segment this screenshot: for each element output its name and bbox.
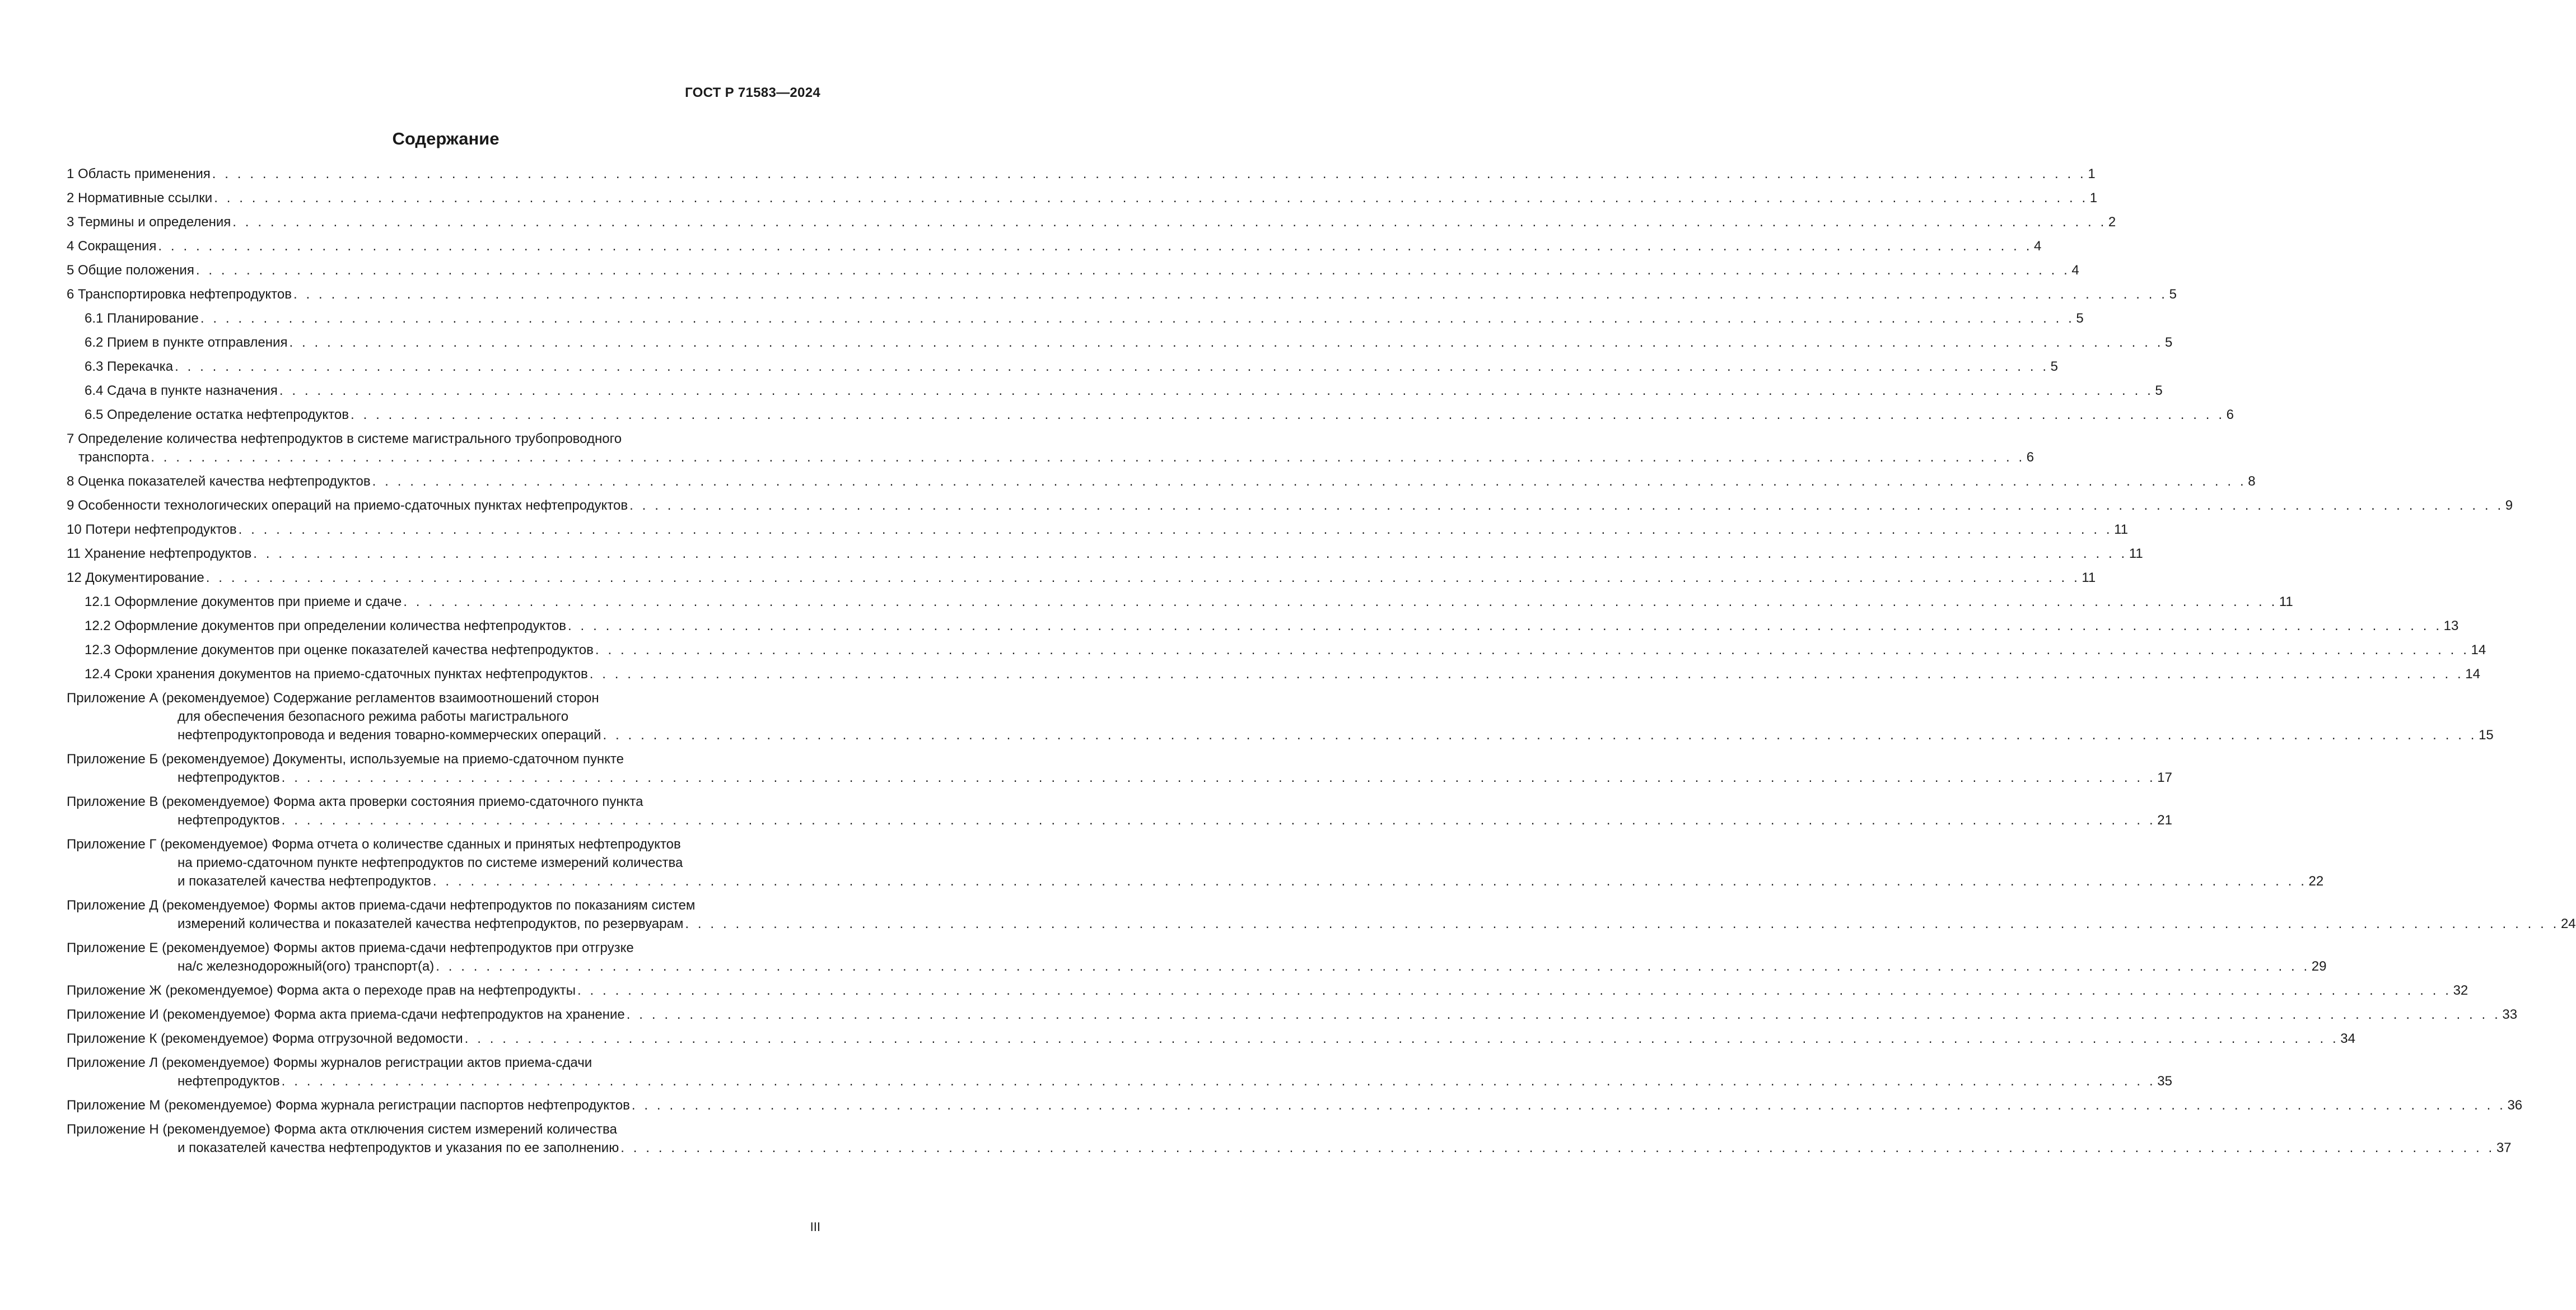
toc-entry[interactable]	[67, 261, 2079, 279]
toc-entry-line	[67, 835, 821, 854]
toc-entry-text: 12 Документирование	[67, 570, 204, 585]
toc-entry-page: 36	[2507, 1098, 2523, 1113]
toc-entry-line	[67, 617, 2459, 635]
toc-entry[interactable]	[67, 750, 2172, 787]
toc-entry[interactable]	[67, 496, 2513, 515]
toc-entry[interactable]	[67, 835, 2324, 891]
dot-leader: . . . . . . . . . . . . . . . . . . . . . . . . . . . . . . . . . . . . . . . . . . . . . . . . . . . . . . . . . . . . . . . . . . . . . . . . . . . . . . . . . . . . . . . . . . . . . . . . . . . . . . . . . . . . . . . . . . . . . . . . . . . . . . . . . . . . . . . . . . . . . . . . . . . . .	[595, 642, 2470, 658]
toc-entry[interactable]	[67, 237, 2042, 255]
toc-entry-text: Приложение Г (рекомендуемое) Форма отчета о количестве сданных и принятых нефтепродуктов	[67, 837, 681, 852]
toc-entry[interactable]	[67, 896, 2576, 933]
toc-entry-page: 34	[2340, 1031, 2355, 1046]
toc-entry-page: 4	[2033, 239, 2042, 254]
toc-entry-text: 10 Потери нефтепродуктов	[67, 522, 237, 537]
toc-entry-page: 5	[2076, 311, 2084, 326]
toc-entry-line	[67, 981, 2468, 1000]
toc-entry-line	[67, 520, 2129, 539]
dot-leader: . . . . . . . . . . . . . . . . . . . . . . . . . . . . . . . . . . . . . . . . . . . . . . . . . . . . . . . . . . . . . . . . . . . . . . . . . . . . . . . . . . . . . . . . . . . . . . . . . . . . . . . . . . . . . . . . . . . . . . . . . . . . . . . . . . . . . . . . . . . . . . . . . . . . .	[206, 570, 2080, 585]
toc-entry-page: 33	[2502, 1007, 2518, 1022]
toc-entry-page: 1	[2088, 166, 2096, 181]
toc-entry-line	[67, 189, 2098, 207]
dot-leader: . . . . . . . . . . . . . . . . . . . . . . . . . . . . . . . . . . . . . . . . . . . . . . . . . . . . . . . . . . . . . . . . . . . . . . . . . . . . . . . . . . . . . . . . . . . . . . . . . . . . . . . . . . . . . . . . . . . . . . . . . . . . . . . . . . . . . . . . . . . . . . . . . . . . .	[158, 239, 2032, 254]
toc-entry-text: 12.3 Оформление документов при оценке показателей качества нефтепродуктов	[85, 642, 594, 658]
toc-entry-text: Приложение Б (рекомендуемое) Документы, используемые на приемо-сдаточном пункте	[67, 752, 624, 767]
toc-entry-text: 3 Термины и определения	[67, 215, 231, 230]
dot-leader: . . . . . . . . . . . . . . . . . . . . . . . . . . . . . . . . . . . . . . . . . . . . . . . . . . . . . . . . . . . . . . . . . . . . . . . . . . . . . . . . . . . . . . . . . . . . . . . . . . . . . . . . . . . . . . . . . . . . . . . . . . . . . . . . . . . . . . . . . . . . . . . . . . . . .	[432, 874, 2307, 889]
toc-entry[interactable]	[67, 405, 2234, 424]
dot-leader: . . . . . . . . . . . . . . . . . . . . . . . . . . . . . . . . . . . . . . . . . . . . . . . . . . . . . . . . . . . . . . . . . . . . . . . . . . . . . . . . . . . . . . . . . . . . . . . . . . . . . . . . . . . . . . . . . . . . . . . . . . . . . . . . . . . . . . . . . . . . . . . . . . . . .	[620, 1140, 2495, 1155]
dot-leader: . . . . . . . . . . . . . . . . . . . . . . . . . . . . . . . . . . . . . . . . . . . . . . . . . . . . . . . . . . . . . . . . . . . . . . . . . . . . . . . . . . . . . . . . . . . . . . . . . . . . . . . . . . . . . . . . . . . . . . . . . . . . . . . . . . . . . . . . . . . . . . . . . . . . .	[626, 1007, 2501, 1022]
toc-entry-text: 6 Транспортировка нефтепродуктов	[67, 287, 292, 302]
dot-leader: . . . . . . . . . . . . . . . . . . . . . . . . . . . . . . . . . . . . . . . . . . . . . . . . . . . . . . . . . . . . . . . . . . . . . . . . . . . . . . . . . . . . . . . . . . . . . . . . . . . . . . . . . . . . . . . . . . . . . . . . . . . . . . . . . . . . . . . . . . . . . . . . . . . . .	[281, 1074, 2156, 1089]
toc-entry-page: 15	[2479, 728, 2494, 743]
toc-entry-line	[67, 957, 2327, 976]
dot-leader: . . . . . . . . . . . . . . . . . . . . . . . . . . . . . . . . . . . . . . . . . . . . . . . . . . . . . . . . . . . . . . . . . . . . . . . . . . . . . . . . . . . . . . . . . . . . . . . . . . . . . . . . . . . . . . . . . . . . . . . . . . . . . . . . . . . . . . . . . . . . . . . . . . . . .	[589, 666, 2464, 682]
toc-entry-line	[67, 381, 2163, 400]
toc-entry-page: 9	[2505, 498, 2513, 513]
toc-entry-text: 2 Нормативные ссылки	[67, 190, 213, 206]
toc-entry-line	[67, 430, 821, 448]
toc-entry-line	[67, 165, 2096, 183]
toc-entry-page: 6	[2226, 407, 2234, 422]
toc-entry-page: 35	[2157, 1074, 2172, 1089]
toc-entry-line	[67, 707, 821, 726]
toc-entry-line	[67, 496, 2513, 515]
toc-entry-line	[67, 1053, 821, 1072]
toc-entry-text: 12.2 Оформление документов при определении количества нефтепродуктов	[85, 618, 567, 633]
toc-entry-text: 7 Определение количества нефтепродуктов в системе магистрального трубопроводного	[67, 431, 622, 446]
toc-entry[interactable]	[67, 430, 2034, 467]
toc-entry[interactable]	[67, 472, 2256, 491]
toc-entry-line	[67, 1096, 2523, 1115]
page-number: III	[810, 1220, 820, 1234]
toc-entry-page: 5	[2050, 359, 2059, 374]
toc-entry-text: 8 Оценка показателей качества нефтепродуктов	[67, 474, 371, 489]
dot-leader: . . . . . . . . . . . . . . . . . . . . . . . . . . . . . . . . . . . . . . . . . . . . . . . . . . . . . . . . . . . . . . . . . . . . . . . . . . . . . . . . . . . . . . . . . . . . . . . . . . . . . . . . . . . . . . . . . . . . . . . . . . . . . . . . . . . . . . . . . . . . . . . . . . . . .	[403, 594, 2278, 609]
toc-entry-line	[67, 333, 2173, 352]
dot-leader: . . . . . . . . . . . . . . . . . . . . . . . . . . . . . . . . . . . . . . . . . . . . . . . . . . . . . . . . . . . . . . . . . . . . . . . . . . . . . . . . . . . . . . . . . . . . . . . . . . . . . . . . . . . . . . . . . . . . . . . . . . . . . . . . . . . . . . . . . . . . . . . . . . . . .	[232, 215, 2107, 230]
dot-leader: . . . . . . . . . . . . . . . . . . . . . . . . . . . . . . . . . . . . . . . . . . . . . . . . . . . . . . . . . . . . . . . . . . . . . . . . . . . . . . . . . . . . . . . . . . . . . . . . . . . . . . . . . . . . . . . . . . . . . . . . . . . . . . . . . . . . . . . . . . . . . . . . . . . . .	[464, 1031, 2339, 1046]
toc-entry-line	[67, 593, 2293, 611]
table-of-contents	[67, 165, 2576, 1163]
toc-entry-line	[67, 641, 2486, 659]
toc-entry-line	[67, 768, 2172, 787]
toc-entry-page: 5	[2155, 383, 2163, 398]
toc-entry-line	[67, 854, 821, 872]
toc-entry-line	[67, 689, 821, 707]
toc-entry-text: нефтепродуктопровода и ведения товарно-коммерческих операций	[178, 728, 601, 743]
dot-leader: . . . . . . . . . . . . . . . . . . . . . . . . . . . . . . . . . . . . . . . . . . . . . . . . . . . . . . . . . . . . . . . . . . . . . . . . . . . . . . . . . . . . . . . . . . . . . . . . . . . . . . . . . . . . . . . . . . . . . . . . . . . . . . . . . . . . . . . . . . . . . . . . . . . . .	[436, 959, 2310, 974]
toc-entry-line	[67, 544, 2143, 563]
toc-entry[interactable]	[67, 544, 2143, 563]
dot-leader: . . . . . . . . . . . . . . . . . . . . . . . . . . . . . . . . . . . . . . . . . . . . . . . . . . . . . . . . . . . . . . . . . . . . . . . . . . . . . . . . . . . . . . . . . . . . . . . . . . . . . . . . . . . . . . . . . . . . . . . . . . . . . . . . . . . . . . . . . . . . . . . . . . . . .	[629, 498, 2504, 513]
dot-leader: . . . . . . . . . . . . . . . . . . . . . . . . . . . . . . . . . . . . . . . . . . . . . . . . . . . . . . . . . . . . . . . . . . . . . . . . . . . . . . . . . . . . . . . . . . . . . . . . . . . . . . . . . . . . . . . . . . . . . . . . . . . . . . . . . . . . . . . . . . . . . . . . . . . . .	[195, 263, 2070, 278]
toc-entry-text: 6.5 Определение остатка нефтепродуктов	[85, 407, 349, 422]
toc-entry-line	[67, 939, 821, 957]
dot-leader: . . . . . . . . . . . . . . . . . . . . . . . . . . . . . . . . . . . . . . . . . . . . . . . . . . . . . . . . . . . . . . . . . . . . . . . . . . . . . . . . . . . . . . . . . . . . . . . . . . . . . . . . . . . . . . . . . . . . . . . . . . . . . . . . . . . . . . . . . . . . . . . . . . . . .	[577, 983, 2452, 998]
toc-entry[interactable]	[67, 333, 2173, 352]
toc-entry[interactable]	[67, 1029, 2355, 1048]
toc-entry-line	[67, 309, 2084, 328]
toc-entry-line	[67, 568, 2096, 587]
dot-leader: . . . . . . . . . . . . . . . . . . . . . . . . . . . . . . . . . . . . . . . . . . . . . . . . . . . . . . . . . . . . . . . . . . . . . . . . . . . . . . . . . . . . . . . . . . . . . . . . . . . . . . . . . . . . . . . . . . . . . . . . . . . . . . . . . . . . . . . . . . . . . . . . . . . . .	[253, 546, 2127, 561]
toc-entry-text: 12.4 Сроки хранения документов на приемо-сдаточных пунктах нефтепродуктов	[85, 666, 588, 682]
toc-entry-page: 22	[2308, 874, 2324, 889]
dot-leader: . . . . . . . . . . . . . . . . . . . . . . . . . . . . . . . . . . . . . . . . . . . . . . . . . . . . . . . . . . . . . . . . . . . . . . . . . . . . . . . . . . . . . . . . . . . . . . . . . . . . . . . . . . . . . . . . . . . . . . . . . . . . . . . . . . . . . . . . . . . . . . . . . . . . .	[685, 916, 2559, 931]
toc-entry[interactable]	[67, 1005, 2518, 1024]
toc-entry-text: Приложение Е (рекомендуемое) Формы актов приема-сдачи нефтепродуктов при отгрузке	[67, 940, 634, 955]
toc-entry[interactable]	[67, 309, 2084, 328]
toc-entry[interactable]	[67, 1096, 2523, 1115]
toc-entry-line	[67, 792, 821, 811]
page-title: Содержание	[392, 129, 500, 148]
toc-entry-page: 11	[2129, 546, 2143, 561]
toc-entry[interactable]	[67, 617, 2459, 635]
toc-entry-text: 6.1 Планирование	[85, 311, 199, 326]
toc-entry-page: 1	[2089, 190, 2098, 206]
toc-entry-text: 5 Общие положения	[67, 263, 194, 278]
toc-entry-page: 5	[2165, 335, 2173, 350]
dot-leader: . . . . . . . . . . . . . . . . . . . . . . . . . . . . . . . . . . . . . . . . . . . . . . . . . . . . . . . . . . . . . . . . . . . . . . . . . . . . . . . . . . . . . . . . . . . . . . . . . . . . . . . . . . . . . . . . . . . . . . . . . . . . . . . . . . . . . . . . . . . . . . . . . . . . .	[281, 813, 2156, 828]
toc-entry[interactable]	[67, 665, 2480, 683]
toc-entry-page: 17	[2157, 770, 2172, 785]
toc-entry-text: Приложение В (рекомендуемое) Форма акта проверки состояния приемо-сдаточного пункта	[67, 794, 643, 809]
dot-leader: . . . . . . . . . . . . . . . . . . . . . . . . . . . . . . . . . . . . . . . . . . . . . . . . . . . . . . . . . . . . . . . . . . . . . . . . . . . . . . . . . . . . . . . . . . . . . . . . . . . . . . . . . . . . . . . . . . . . . . . . . . . . . . . . . . . . . . . . . . . . . . . . . . . . .	[212, 166, 2087, 181]
dot-leader: . . . . . . . . . . . . . . . . . . . . . . . . . . . . . . . . . . . . . . . . . . . . . . . . . . . . . . . . . . . . . . . . . . . . . . . . . . . . . . . . . . . . . . . . . . . . . . . . . . . . . . . . . . . . . . . . . . . . . . . . . . . . . . . . . . . . . . . . . . . . . . . . . . . . .	[151, 450, 2025, 465]
toc-entry-line	[67, 665, 2480, 683]
toc-entry-text: 1 Область применения	[67, 166, 211, 181]
toc-entry-page: 5	[2169, 287, 2177, 302]
toc-entry-page: 24	[2560, 916, 2576, 931]
toc-entry-text: транспорта	[78, 450, 150, 465]
toc-entry[interactable]	[67, 1053, 2172, 1090]
toc-entry-line	[67, 726, 2494, 744]
dot-leader: . . . . . . . . . . . . . . . . . . . . . . . . . . . . . . . . . . . . . . . . . . . . . . . . . . . . . . . . . . . . . . . . . . . . . . . . . . . . . . . . . . . . . . . . . . . . . . . . . . . . . . . . . . . . . . . . . . . . . . . . . . . . . . . . . . . . . . . . . . . . . . . . . . . . .	[631, 1098, 2506, 1113]
toc-entry-page: 13	[2443, 618, 2459, 633]
toc-entry-page: 14	[2471, 642, 2486, 658]
toc-entry-text: измерений количества и показателей качества нефтепродуктов, по резервуарам	[178, 916, 684, 931]
dot-leader: . . . . . . . . . . . . . . . . . . . . . . . . . . . . . . . . . . . . . . . . . . . . . . . . . . . . . . . . . . . . . . . . . . . . . . . . . . . . . . . . . . . . . . . . . . . . . . . . . . . . . . . . . . . . . . . . . . . . . . . . . . . . . . . . . . . . . . . . . . . . . . . . . . . . .	[214, 190, 2088, 206]
toc-entry-text: Приложение Н (рекомендуемое) Форма акта отключения систем измерений количества	[67, 1122, 617, 1137]
toc-entry-text: и показателей качества нефтепродуктов и указания по ее заполнению	[178, 1140, 619, 1155]
toc-entry-text: нефтепродуктов	[178, 813, 280, 828]
toc-entry[interactable]	[67, 689, 2494, 744]
toc-entry-page: 6	[2026, 450, 2034, 465]
dot-leader: . . . . . . . . . . . . . . . . . . . . . . . . . . . . . . . . . . . . . . . . . . . . . . . . . . . . . . . . . . . . . . . . . . . . . . . . . . . . . . . . . . . . . . . . . . . . . . . . . . . . . . . . . . . . . . . . . . . . . . . . . . . . . . . . . . . . . . . . . . . . . . . . . . . . .	[568, 618, 2442, 633]
toc-entry-text: 12.1 Оформление документов при приеме и сдаче	[85, 594, 402, 609]
toc-entry[interactable]	[67, 593, 2293, 611]
toc-entry-line	[67, 1120, 821, 1139]
toc-entry-line	[67, 811, 2172, 829]
toc-entry-text: Приложение Д (рекомендуемое) Формы актов приема-сдачи нефтепродуктов по показаниям систем	[67, 898, 696, 913]
toc-entry-text: Приложение М (рекомендуемое) Форма журнала регистрации паспортов нефтепродуктов	[67, 1098, 630, 1113]
toc-entry-page: 37	[2496, 1140, 2512, 1155]
toc-entry[interactable]	[67, 568, 2096, 587]
toc-entry-line	[67, 1005, 2518, 1024]
toc-entry-text: Приложение Ж (рекомендуемое) Форма акта о переходе прав на нефтепродукты	[67, 983, 576, 998]
toc-entry[interactable]	[67, 189, 2098, 207]
toc-entry-text: и показателей качества нефтепродуктов	[178, 874, 431, 889]
toc-entry-text: Приложение А (рекомендуемое) Содержание регламентов взаимоотношений сторон	[67, 691, 599, 706]
toc-entry-line	[67, 357, 2059, 376]
toc-entry-line	[67, 1029, 2355, 1048]
dot-leader: . . . . . . . . . . . . . . . . . . . . . . . . . . . . . . . . . . . . . . . . . . . . . . . . . . . . . . . . . . . . . . . . . . . . . . . . . . . . . . . . . . . . . . . . . . . . . . . . . . . . . . . . . . . . . . . . . . . . . . . . . . . . . . . . . . . . . . . . . . . . . . . . . . . . .	[289, 335, 2164, 350]
toc-entry[interactable]	[67, 981, 2468, 1000]
toc-entry-text: Приложение Л (рекомендуемое) Формы журналов регистрации актов приема-сдачи	[67, 1055, 592, 1070]
dot-leader: . . . . . . . . . . . . . . . . . . . . . . . . . . . . . . . . . . . . . . . . . . . . . . . . . . . . . . . . . . . . . . . . . . . . . . . . . . . . . . . . . . . . . . . . . . . . . . . . . . . . . . . . . . . . . . . . . . . . . . . . . . . . . . . . . . . . . . . . . . . . . . . . . . . . .	[175, 359, 2049, 374]
toc-entry-text: 9 Особенности технологических операций на приемо-сдаточных пунктах нефтепродуктов	[67, 498, 628, 513]
toc-entry-text: 6.3 Перекачка	[85, 359, 174, 374]
toc-entry-line	[67, 448, 2034, 467]
toc-entry[interactable]	[67, 1120, 2512, 1157]
toc-entry-text: 6.2 Прием в пункте отправления	[85, 335, 288, 350]
toc-entry-line	[67, 285, 2177, 304]
toc-entry-page: 21	[2157, 813, 2172, 828]
toc-entry[interactable]	[67, 213, 2116, 231]
toc-entry[interactable]	[67, 381, 2163, 400]
toc-entry-line	[67, 261, 2079, 279]
toc-entry-line	[67, 405, 2234, 424]
dot-leader: . . . . . . . . . . . . . . . . . . . . . . . . . . . . . . . . . . . . . . . . . . . . . . . . . . . . . . . . . . . . . . . . . . . . . . . . . . . . . . . . . . . . . . . . . . . . . . . . . . . . . . . . . . . . . . . . . . . . . . . . . . . . . . . . . . . . . . . . . . . . . . . . . . . . .	[603, 728, 2477, 743]
toc-entry-page: 11	[2279, 594, 2293, 609]
toc-entry-page: 14	[2465, 666, 2480, 682]
toc-entry[interactable]	[67, 520, 2129, 539]
toc-entry-line	[67, 237, 2042, 255]
toc-entry[interactable]	[67, 165, 2096, 183]
dot-leader: . . . . . . . . . . . . . . . . . . . . . . . . . . . . . . . . . . . . . . . . . . . . . . . . . . . . . . . . . . . . . . . . . . . . . . . . . . . . . . . . . . . . . . . . . . . . . . . . . . . . . . . . . . . . . . . . . . . . . . . . . . . . . . . . . . . . . . . . . . . . . . . . . . . . .	[279, 383, 2154, 398]
toc-entry-page: 11	[2114, 522, 2129, 537]
toc-entry[interactable]	[67, 357, 2059, 376]
toc-entry[interactable]	[67, 792, 2172, 829]
toc-entry-line	[67, 472, 2256, 491]
toc-entry-line	[67, 1139, 2512, 1157]
toc-entry-line	[67, 1072, 2172, 1090]
toc-entry-page: 29	[2311, 959, 2327, 974]
toc-entry-text: Приложение И (рекомендуемое) Форма акта приема-сдачи нефтепродуктов на хранение	[67, 1007, 625, 1022]
toc-entry-text: 11 Хранение нефтепродуктов	[67, 546, 252, 561]
document-code: ГОСТ Р 71583—2024	[685, 85, 820, 100]
toc-entry[interactable]	[67, 641, 2486, 659]
toc-entry[interactable]	[67, 939, 2327, 976]
dot-leader: . . . . . . . . . . . . . . . . . . . . . . . . . . . . . . . . . . . . . . . . . . . . . . . . . . . . . . . . . . . . . . . . . . . . . . . . . . . . . . . . . . . . . . . . . . . . . . . . . . . . . . . . . . . . . . . . . . . . . . . . . . . . . . . . . . . . . . . . . . . . . . . . . . . . .	[238, 522, 2113, 537]
toc-entry-text: Приложение К (рекомендуемое) Форма отгрузочной ведомости	[67, 1031, 463, 1046]
toc-entry-line	[67, 872, 2324, 891]
toc-entry-line	[67, 896, 821, 915]
toc-entry-page: 11	[2082, 570, 2096, 585]
dot-leader: . . . . . . . . . . . . . . . . . . . . . . . . . . . . . . . . . . . . . . . . . . . . . . . . . . . . . . . . . . . . . . . . . . . . . . . . . . . . . . . . . . . . . . . . . . . . . . . . . . . . . . . . . . . . . . . . . . . . . . . . . . . . . . . . . . . . . . . . . . . . . . . . . . . . .	[372, 474, 2247, 489]
toc-entry-text: на/с железнодорожный(ого) транспорт(а)	[178, 959, 435, 974]
toc-entry-line	[67, 213, 2116, 231]
toc-entry-text: 4 Сокращения	[67, 239, 157, 254]
toc-entry-text: нефтепродуктов	[178, 1074, 280, 1089]
toc-entry-line	[67, 750, 821, 768]
toc-entry-text: 6.4 Сдача в пункте назначения	[85, 383, 278, 398]
dot-leader: . . . . . . . . . . . . . . . . . . . . . . . . . . . . . . . . . . . . . . . . . . . . . . . . . . . . . . . . . . . . . . . . . . . . . . . . . . . . . . . . . . . . . . . . . . . . . . . . . . . . . . . . . . . . . . . . . . . . . . . . . . . . . . . . . . . . . . . . . . . . . . . . . . . . .	[200, 311, 2075, 326]
toc-entry-page: 8	[2248, 474, 2256, 489]
toc-entry-line	[67, 915, 2576, 933]
dot-leader: . . . . . . . . . . . . . . . . . . . . . . . . . . . . . . . . . . . . . . . . . . . . . . . . . . . . . . . . . . . . . . . . . . . . . . . . . . . . . . . . . . . . . . . . . . . . . . . . . . . . . . . . . . . . . . . . . . . . . . . . . . . . . . . . . . . . . . . . . . . . . . . . . . . . .	[351, 407, 2225, 422]
toc-entry-text: нефтепродуктов	[178, 770, 280, 785]
dot-leader: . . . . . . . . . . . . . . . . . . . . . . . . . . . . . . . . . . . . . . . . . . . . . . . . . . . . . . . . . . . . . . . . . . . . . . . . . . . . . . . . . . . . . . . . . . . . . . . . . . . . . . . . . . . . . . . . . . . . . . . . . . . . . . . . . . . . . . . . . . . . . . . . . . . . .	[281, 770, 2156, 785]
toc-entry-page: 32	[2453, 983, 2468, 998]
toc-entry-page: 2	[2108, 215, 2116, 230]
toc-entry[interactable]	[67, 285, 2177, 304]
toc-entry-page: 4	[2071, 263, 2079, 278]
dot-leader: . . . . . . . . . . . . . . . . . . . . . . . . . . . . . . . . . . . . . . . . . . . . . . . . . . . . . . . . . . . . . . . . . . . . . . . . . . . . . . . . . . . . . . . . . . . . . . . . . . . . . . . . . . . . . . . . . . . . . . . . . . . . . . . . . . . . . . . . . . . . . . . . . . . . .	[293, 287, 2168, 302]
toc-entry-text: на приемо-сдаточном пункте нефтепродуктов по системе измерений количества	[178, 855, 683, 870]
toc-entry-text: для обеспечения безопасного режима работы магистрального	[178, 709, 569, 724]
